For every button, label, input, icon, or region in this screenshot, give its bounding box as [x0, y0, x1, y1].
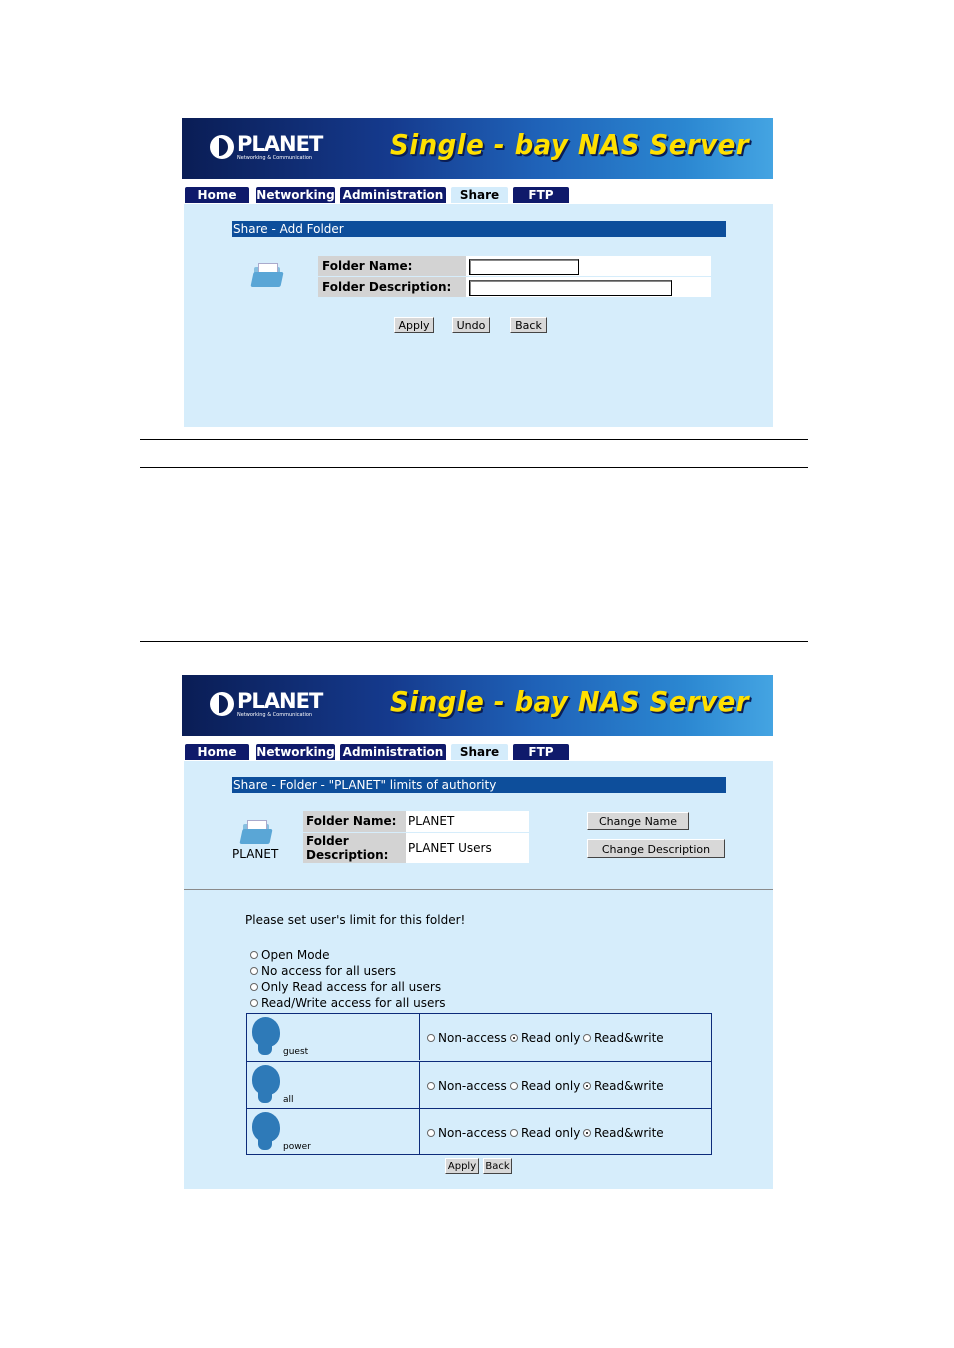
tab-ftp[interactable]: FTP	[513, 187, 569, 203]
read-only-all-label: Only Read access for all users	[261, 980, 442, 994]
non-access-label: Non-access	[438, 1079, 507, 1093]
read-write-all-radio[interactable]	[250, 999, 258, 1007]
folder-description-label-line1: Folder	[306, 834, 349, 848]
folder-description-input[interactable]	[469, 280, 672, 296]
change-description-button[interactable]: Change Description	[587, 839, 725, 858]
planet-logo-icon	[210, 692, 234, 716]
folder-name-label: Folder Name:	[303, 811, 406, 832]
read-only-all-radio[interactable]	[250, 983, 258, 991]
banner-title: Single - bay NAS Server	[390, 128, 750, 161]
tab-share[interactable]: Share	[451, 744, 508, 760]
read-write-radio[interactable]	[583, 1034, 591, 1042]
non-access-radio[interactable]	[427, 1082, 435, 1090]
planet-logo	[210, 690, 322, 718]
user-name: power	[283, 1142, 311, 1152]
read-write-radio[interactable]	[583, 1082, 591, 1090]
back-button[interactable]: Back	[510, 317, 547, 333]
non-access-radio[interactable]	[427, 1034, 435, 1042]
read-only-radio[interactable]	[510, 1129, 518, 1137]
folder-name-value: PLANET	[406, 811, 529, 832]
logo-word: PLANET	[237, 689, 323, 713]
non-access-radio[interactable]	[427, 1129, 435, 1137]
content-panel	[184, 761, 773, 1189]
tab-networking[interactable]: Networking	[256, 745, 335, 759]
panel-divider	[184, 889, 773, 890]
no-access-radio[interactable]	[250, 967, 258, 975]
folder-authority-screenshot	[182, 675, 773, 1189]
add-folder-screenshot	[182, 118, 773, 427]
read-only-radio[interactable]	[510, 1034, 518, 1042]
tab-home[interactable]: Home	[185, 744, 249, 760]
folder-name-input[interactable]	[469, 259, 579, 275]
non-access-label: Non-access	[438, 1126, 507, 1140]
divider-line	[140, 439, 808, 440]
read-write-all-label: Read/Write access for all users	[261, 996, 446, 1010]
open-mode-label: Open Mode	[261, 948, 330, 962]
change-name-button[interactable]: Change Name	[587, 812, 689, 830]
back-button[interactable]: Back	[483, 1158, 512, 1174]
read-only-label: Read only	[521, 1126, 581, 1140]
tab-networking[interactable]: Networking	[256, 188, 335, 202]
apply-button[interactable]: Apply	[445, 1158, 479, 1174]
tab-ftp[interactable]: FTP	[513, 744, 569, 760]
read-write-radio[interactable]	[583, 1129, 591, 1137]
tab-home[interactable]: Home	[185, 187, 249, 203]
open-mode-radio[interactable]	[250, 951, 258, 959]
folder-description-value: PLANET Users	[406, 833, 529, 863]
logo-word: PLANET	[237, 132, 323, 156]
planet-logo-icon	[210, 135, 234, 159]
table-row	[247, 1014, 711, 1060]
content-panel	[184, 204, 773, 427]
header-banner	[182, 675, 773, 736]
undo-button[interactable]: Undo	[452, 317, 490, 333]
read-only-label: Read only	[521, 1079, 581, 1093]
folder-description-label	[303, 833, 406, 863]
banner-title: Single - bay NAS Server	[390, 685, 750, 718]
user-avatar-icon	[250, 1065, 282, 1103]
table-row	[247, 1061, 711, 1108]
user-name: guest	[283, 1047, 309, 1057]
user-avatar-icon	[250, 1017, 282, 1055]
header-banner	[182, 118, 773, 179]
divider-line	[140, 641, 808, 642]
folder-description-label-line2: Description:	[306, 848, 389, 862]
divider-line	[140, 467, 808, 468]
section-title: Share - Add Folder	[233, 222, 344, 236]
section-title: Share - Folder - "PLANET" limits of authority	[233, 778, 497, 792]
read-only-radio[interactable]	[510, 1082, 518, 1090]
user-name: all	[283, 1095, 294, 1105]
logo-tagline: Networking & Communication	[237, 712, 313, 718]
limit-prompt: Please set user's limit for this folder!	[245, 913, 466, 927]
read-write-label: Read&write	[594, 1079, 664, 1093]
section-title-bar	[232, 221, 726, 237]
planet-logo	[210, 133, 322, 161]
folder-name-label: Folder Name:	[318, 256, 466, 276]
section-title-bar	[232, 777, 726, 793]
non-access-label: Non-access	[438, 1031, 507, 1045]
read-write-label: Read&write	[594, 1031, 664, 1045]
tab-administration[interactable]: Administration	[340, 744, 446, 760]
folder-caption: PLANET	[232, 847, 279, 861]
read-only-label: Read only	[521, 1031, 581, 1045]
apply-button[interactable]: Apply	[394, 317, 434, 333]
tab-administration[interactable]: Administration	[340, 187, 446, 203]
logo-tagline: Networking & Communication	[237, 155, 313, 161]
user-permissions-table	[246, 1013, 712, 1155]
table-row	[247, 1108, 711, 1155]
read-write-label: Read&write	[594, 1126, 664, 1140]
folder-icon	[241, 820, 271, 844]
tab-share[interactable]: Share	[451, 187, 508, 203]
folder-icon	[252, 263, 282, 287]
folder-description-label: Folder Description:	[318, 277, 466, 297]
user-avatar-icon	[250, 1112, 282, 1150]
no-access-label: No access for all users	[261, 964, 396, 978]
